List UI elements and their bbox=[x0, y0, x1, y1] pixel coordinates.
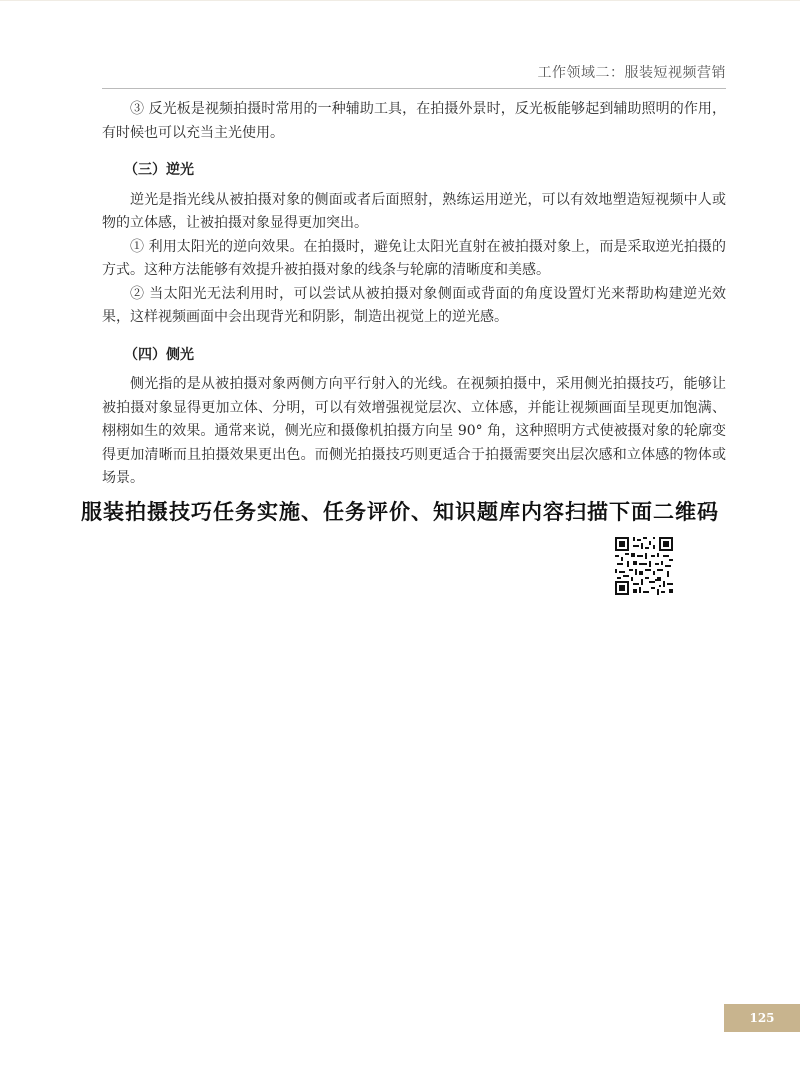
section-heading-backlight: （三）逆光 bbox=[124, 162, 194, 178]
paragraph-backlight-sun: ① 利用太阳光的逆向效果。在拍摄时，避免让太阳光直射在被拍摄对象上，而是采取逆光拍摄的方式。这种方法能够有效提升被拍摄对象的线条与轮廓的清晰度和美感。 bbox=[102, 238, 726, 278]
section-heading-sidelight: （四）侧光 bbox=[124, 346, 194, 363]
paragraph-sidelight: 侧光指的是从被拍摄对象两侧方向平行射入的光线。在视频拍摄中，采用侧光拍摄技巧，能够让被拍摄对象显得更加立体、分明，可以有效增强视觉层次、立体感，并能让视频画面呈现更加饱满、栩栩如生的效果。通常来说，侧光应和摄像机拍摄方向呈 90° 角，这种照明方式使被摄对象的轮廓变得更加清晰而且拍摄效果更出色。而侧光拍摄技巧则更适合于拍摄需要突出层次感和立体感的物体或场景。 bbox=[102, 376, 726, 486]
paragraph-backlight-lamp: ② 当太阳光无法利用时，可以尝试从被拍摄对象侧面或背面的角度设置灯光来帮助构建逆光效果，这样视频画面中会出现背光和阴影，制造出视觉上的逆光感。 bbox=[102, 285, 726, 325]
top-band bbox=[0, 0, 800, 37]
qr-code-icon[interactable] bbox=[615, 537, 673, 595]
running-header: 工作领域二：服装短视频营销 bbox=[537, 65, 726, 81]
paragraph-backlight-intro: 逆光是指光线从被拍摄对象的侧面或者后面照射，熟练运用逆光，可以有效地塑造短视频中人或物的立体感，让被拍摄对象显得更加突出。 bbox=[102, 191, 726, 231]
page-number: 125 bbox=[724, 1004, 800, 1032]
qr-banner-text: 服装拍摄技巧任务实施、任务评价、知识题库内容扫描下面二维码 bbox=[81, 500, 719, 524]
header-rule bbox=[102, 88, 726, 89]
paragraph-reflector: ③ 反光板是视频拍摄时常用的一种辅助工具，在拍摄外景时，反光板能够起到辅助照明的作用，有时候也可以充当主光使用。 bbox=[102, 101, 726, 141]
body-content bbox=[102, 98, 726, 491]
